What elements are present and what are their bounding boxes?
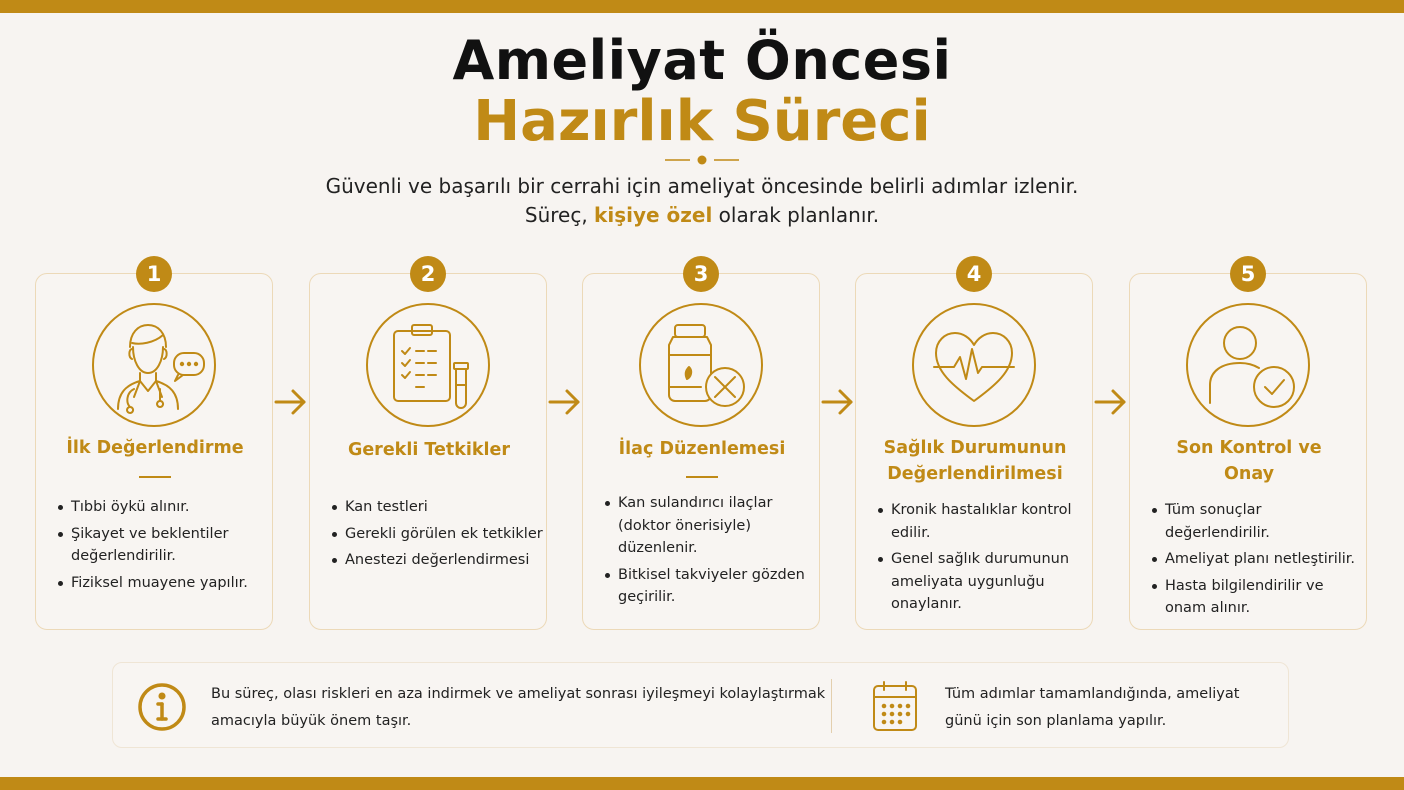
step-card-5: [1129, 262, 1367, 630]
list-item: Fiziksel muayene yapılır.: [58, 572, 270, 595]
step-number-badge: 2: [410, 256, 446, 292]
page-title: Ameliyat Öncesi: [452, 29, 952, 92]
step-title-line-1: Sağlık Durumunun: [883, 438, 1067, 458]
info-text-line-2: amacıyla büyük önem taşır.: [211, 713, 412, 729]
clipboard-checklist-icon: [366, 303, 490, 427]
list-item: Ameliyat planı netleştirilir.: [1152, 548, 1364, 571]
title-divider: [662, 153, 742, 167]
list-item: Hasta bilgilendirilir ve onam alınır.: [1152, 575, 1364, 620]
calendar-icon: [871, 679, 919, 733]
step-title-line-1: Son Kontrol ve: [1176, 438, 1322, 458]
step-card-4: [855, 262, 1093, 630]
medicine-bottle-cancel-icon: [639, 303, 763, 427]
title-rule: [686, 476, 718, 478]
title-rule: [139, 476, 171, 478]
bottom-accent-bar: [0, 777, 1404, 790]
arrow-right-icon: [821, 388, 855, 416]
list-item: Bitkisel takviyeler gözden geçirilir.: [605, 564, 817, 609]
step-title: İlaç Düzenlemesi: [618, 439, 786, 459]
step-title-line-2: Onay: [1223, 464, 1274, 484]
step-title-line-2: Değerlendirilmesi: [887, 464, 1063, 484]
planning-text-line-1: Tüm adımlar tamamlandığında, ameliyat: [945, 686, 1240, 702]
list-item: Şikayet ve beklentiler değerlendirilir.: [58, 523, 270, 568]
planning-text: [945, 681, 1239, 735]
step-card-2: [309, 262, 547, 630]
planning-text-line-2: günü için son planlama yapılır.: [945, 713, 1167, 729]
step-number-badge: 3: [683, 256, 719, 292]
list-item: Kan testleri: [332, 496, 544, 519]
arrow-right-icon: [548, 388, 582, 416]
doctor-icon: [92, 303, 216, 427]
page-title-highlight: Hazırlık Süreci: [473, 89, 931, 154]
list-item: Gerekli görülen ek tetkikler: [332, 523, 544, 546]
list-item: Anestezi değerlendirmesi: [332, 549, 544, 572]
arrow-right-icon: [274, 388, 308, 416]
step-title: [1138, 435, 1360, 487]
list-item: Genel sağlık durumunun ameliyata uygunluğu onaylanır.: [878, 548, 1090, 616]
step-number-badge: 4: [956, 256, 992, 292]
arrow-right-icon: [1094, 388, 1128, 416]
subtitle-highlight: kişiye özel: [594, 203, 713, 227]
subtitle: [0, 172, 1404, 230]
subtitle-text-end: olarak planlanır.: [712, 203, 880, 227]
list-item: Kan sulandırıcı ilaçlar (doktor önerisiyle) düzenlenir.: [605, 492, 817, 560]
subtitle-line-2: [0, 201, 1404, 230]
subtitle-text: Süreç,: [524, 203, 595, 227]
list-item: Kronik hastalıklar kontrol edilir.: [878, 499, 1090, 544]
step-items: [332, 496, 544, 576]
step-title: Gerekli Tetkikler: [347, 440, 511, 460]
list-item: Tüm sonuçlar değerlendirilir.: [1152, 499, 1364, 544]
step-title: [864, 435, 1086, 487]
step-items: [1152, 499, 1364, 624]
user-check-icon: [1186, 303, 1310, 427]
step-items: [878, 499, 1090, 620]
step-card-1: [35, 262, 273, 630]
info-text: [211, 681, 825, 735]
info-icon: [137, 682, 187, 732]
subtitle-line-1: Güvenli ve başarılı bir cerrahi için ameliyat öncesinde belirli adımlar izlenir.: [325, 174, 1079, 198]
list-item: Tıbbi öykü alınır.: [58, 496, 270, 519]
top-accent-bar: [0, 0, 1404, 13]
step-card-3: [582, 262, 820, 630]
step-items: [605, 492, 817, 613]
heart-pulse-icon: [912, 303, 1036, 427]
step-number-badge: 1: [136, 256, 172, 292]
info-box: [112, 662, 1289, 748]
step-title: İlk Değerlendirme: [66, 438, 244, 458]
step-items: [58, 496, 270, 598]
step-number-badge: 5: [1230, 256, 1266, 292]
info-separator: [831, 679, 832, 733]
info-text-line-1: Bu süreç, olası riskleri en aza indirmek ve ameliyat sonrası iyileşmeyi kolaylaştırmak: [211, 686, 826, 702]
